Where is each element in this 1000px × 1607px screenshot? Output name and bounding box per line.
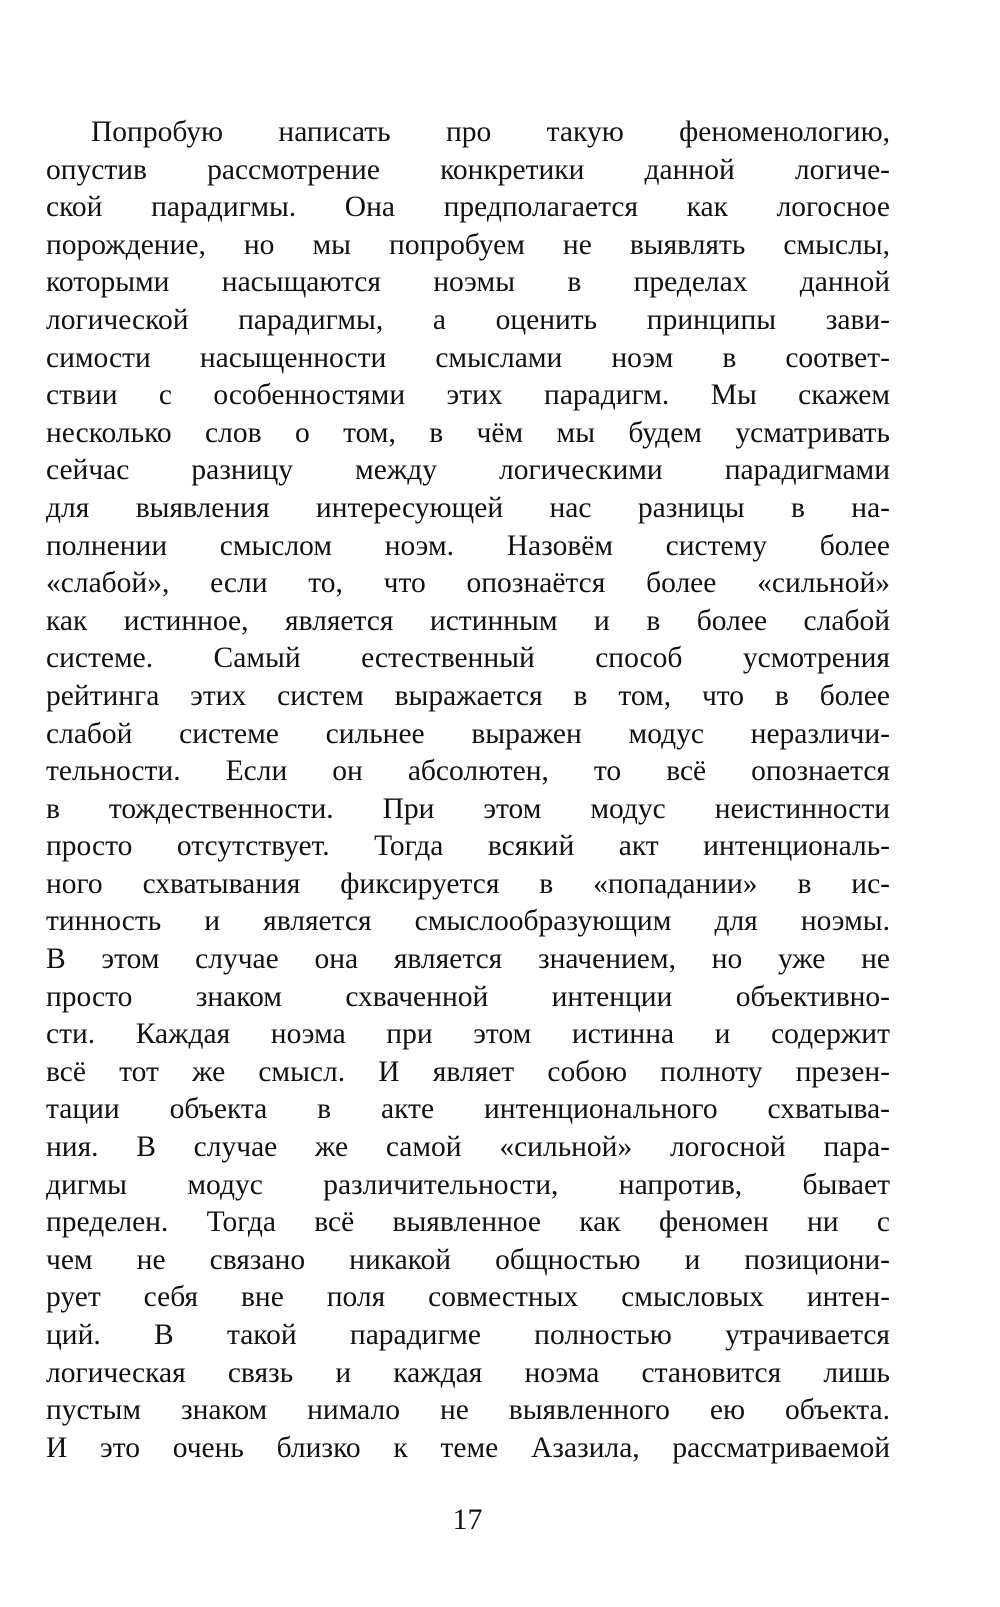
text-line: симости насыщенности смыслами ноэм в соответ- (46, 341, 890, 374)
text-line: порождение, но мы попробуем не выявлять смыслы, (46, 228, 890, 261)
page-number: 17 (452, 1503, 483, 1536)
text-line: пределен. Тогда всё выявленное как феномен ни с (46, 1206, 890, 1239)
text-line: ций. В такой парадигме полностью утрачивается (46, 1319, 890, 1351)
text-line: опустив рассмотрение конкретики данной логиче- (46, 153, 890, 186)
text-line: И это очень близко к теме Азазила, рассматриваемой (46, 1431, 890, 1464)
text-line: ния. В случае же самой «сильной» логосной пара- (46, 1131, 890, 1164)
text-line: просто знаком схваченной интенции объективно- (46, 980, 890, 1013)
text-line: пустым знаком нимало не выявленного ею объекта. (46, 1394, 890, 1427)
text-line: «слабой», если то, что опознаётся более «сильной» (46, 567, 890, 600)
text-line: логическая связь и каждая ноэма становится лишь (46, 1356, 890, 1389)
text-line: в тождественности. При этом модус неистинности (46, 792, 890, 825)
text-line: ствии с особенностями этих парадигм. Мы скажем (46, 379, 890, 412)
text-line: Попробую написать про такую феноменологию, (91, 116, 890, 148)
text-line: сейчас разницу между логическими парадигмами (46, 454, 890, 487)
text-line: тинность и является смыслообразующим для ноэмы. (46, 905, 890, 938)
text-line: рейтинга этих систем выражается в том, что в более (46, 679, 890, 712)
text-line: сти. Каждая ноэма при этом истинна и содержит (46, 1018, 890, 1051)
text-line: которыми насыщаются ноэмы в пределах данной (46, 266, 890, 299)
text-line: системе. Самый естественный способ усмотрения (46, 642, 890, 675)
text-line: чем не связано никакой общностью и позициони- (46, 1243, 890, 1276)
text-line: логической парадигмы, а оценить принципы зави- (46, 303, 890, 336)
text-line: рует себя вне поля совместных смысловых интен- (46, 1281, 890, 1314)
text-line: как истинное, является истинным и в более слабой (46, 604, 890, 637)
text-line: В этом случае она является значением, но уже не (46, 943, 890, 976)
text-line: ного схватывания фиксируется в «попадании» в ис- (46, 867, 890, 900)
text-line: полнении смыслом ноэм. Назовём систему более (46, 529, 890, 562)
body-text (46, 114, 890, 1467)
text-line: тации объекта в акте интенционального схватыва- (46, 1093, 890, 1126)
text-line: всё тот же смысл. И являет собою полноту презен- (46, 1055, 890, 1088)
text-line: для выявления интересующей нас разницы в на- (46, 491, 890, 524)
text-line: несколько слов о том, в чём мы будем усматривать (46, 416, 890, 449)
text-line: слабой системе сильнее выражен модус неразличи- (46, 717, 890, 750)
text-line: дигмы модус различительности, напротив, бывает (46, 1168, 890, 1201)
text-line: просто отсутствует. Тогда всякий акт интенциональ- (46, 830, 890, 863)
text-line: ской парадигмы. Она предполагается как логосное (46, 191, 890, 224)
text-line: тельности. Если он абсолютен, то всё опознается (46, 755, 890, 788)
